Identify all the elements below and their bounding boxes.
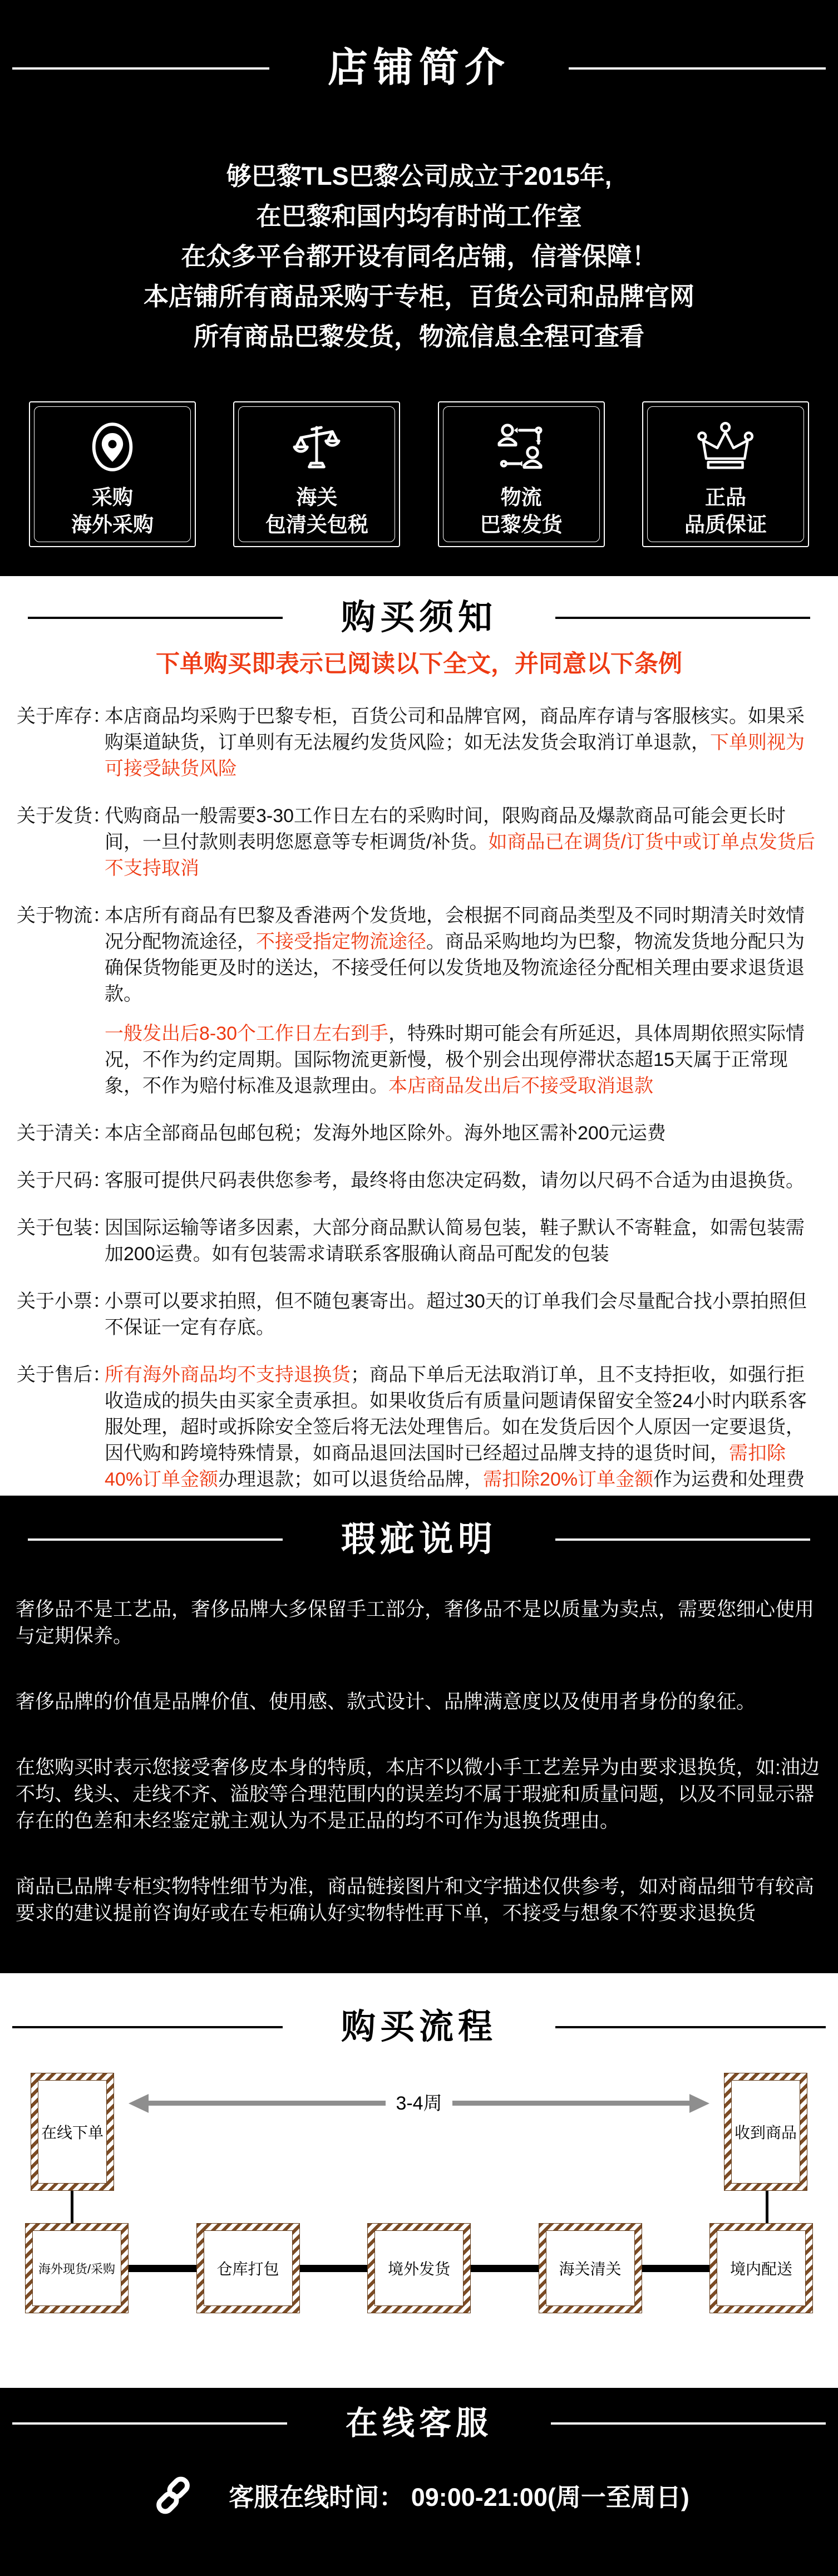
flow-box-online-order xyxy=(31,2073,114,2191)
flow-step-box xyxy=(196,2223,300,2313)
notice-segment: 本店商品均采购于巴黎专柜，百货公司和品牌官网，商品库存请与客服核实。如果采购渠道缺货，订单则有无法履约发货风险；如无法发货会取消订单退款， xyxy=(105,705,805,753)
flow-step-box xyxy=(25,2223,129,2313)
notice-segment: 不接受指定物流途径 xyxy=(256,931,426,952)
purchase-notice-title-row xyxy=(16,599,822,636)
notice-segment: 小票可以要求拍照，但不随包裹寄出。超过30天的订单我们会尽量配合找小票拍照但不保证一定有存底。 xyxy=(105,1290,807,1338)
notice-label: 关于库存： xyxy=(17,705,111,727)
notice-item xyxy=(16,903,822,1007)
feature-label: 巴黎发货 xyxy=(480,513,563,536)
defect-paragraph: 奢侈品不是工艺品，奢侈品牌大多保留手工部分，奢侈品不是以质量为卖点，需要您细心使用与定期保养。 xyxy=(16,1599,815,1648)
flow-top-row xyxy=(0,2073,838,2191)
defect-paragraph: 在您购买时表示您接受奢侈皮本身的特质，本店不以微小手工艺差异为由要求退换货，如:油边不均、线头、走线不齐、溢胶等合理范围内的误差均不属于瑕疵和质量问题，以及不同显示器存在的色差和未经鉴定就主观认为不是正品的均不可作为退换货理由。 xyxy=(16,1757,820,1832)
notice-label: 关于清关： xyxy=(17,1122,111,1144)
defect-paragraphs xyxy=(16,1596,822,1927)
flow-connector-bar xyxy=(129,2265,196,2272)
flow-vertical-connector-left xyxy=(71,2191,73,2223)
intro-line: 所有商品巴黎发货，物流信息全程可查看 xyxy=(193,322,644,351)
arrow-shaft-right xyxy=(452,2101,689,2106)
defect-paragraph: 商品已品牌专柜实物特性细节为准，商品链接图片和文字描述仅供参考，如对商品细节有较高要求的建议提前咨询好或在专柜确认好实物特性再下单，不接受与想象不符要求退换货 xyxy=(16,1876,815,1925)
notice-item xyxy=(16,803,822,882)
chain-link-icon xyxy=(149,2471,198,2520)
notice-item xyxy=(16,1215,822,1267)
title-rule-right xyxy=(555,617,810,619)
title-rule-left xyxy=(28,617,283,619)
flow-connector-bar xyxy=(471,2265,539,2272)
flow-box-receive-goods xyxy=(724,2073,807,2191)
notice-segment: 作为运费和处理费 xyxy=(653,1468,805,1490)
workflow-icon xyxy=(494,417,549,477)
purchase-flow-title-row xyxy=(0,2009,838,2045)
flow-step-label: 海外现货/采购 xyxy=(32,2230,121,2306)
notice-segment: 如商品已在调货/订货中或订单点发货后不支持取消 xyxy=(105,831,815,879)
notice-segment: 下单则视为可接受缺货风险 xyxy=(105,731,805,779)
notice-list xyxy=(16,704,822,1493)
notice-segment: 所有海外商品均不支持退换货 xyxy=(105,1364,351,1385)
service-hours-row xyxy=(0,2471,838,2520)
purchase-flow-section xyxy=(0,1973,838,2388)
notice-segment: 需扣除20%订单金额 xyxy=(483,1468,654,1490)
intro-line: 在巴黎和国内均有时尚工作室 xyxy=(256,201,582,230)
notice-item xyxy=(16,1168,822,1194)
purchase-flow-title: 购买流程 xyxy=(341,2008,497,2046)
notice-body xyxy=(105,805,815,879)
notice-segment: 一般发出后8-30个工作日左右到手 xyxy=(105,1022,389,1044)
flow-connector-bar xyxy=(300,2265,368,2272)
flow-step-label: 收到商品 xyxy=(731,2080,800,2184)
intro-line: 够巴黎TLS巴黎公司成立于2015年, xyxy=(226,161,612,190)
notice-body xyxy=(105,1123,666,1144)
title-rule-right xyxy=(555,1538,810,1541)
flow-step-label: 境内配送 xyxy=(717,2230,806,2306)
title-rule-right xyxy=(569,67,826,70)
duration-label: 3-4周 xyxy=(396,2093,442,2115)
notice-segment: ；商品下单后无法取消订单，且不支持拒收，如强行拒收造成的损失由买家全责承担。如果收货后有质量问题请保留安全签24小时内联系客服处理，超时或拆除安全签后将无法处理售后。如在发货后因个人原因一定要退货，因代购和跨境特殊情景，如商品退回法国时已经超过品牌支持的退货时间， xyxy=(105,1364,807,1464)
purchase-notice-subtitle: 下单购买即表示已阅读以下全文，并同意以下条例 xyxy=(156,651,682,678)
notice-segment: ，特殊时期可能会有所延迟，具体周期依照实际情况，不作为约定周期。国际物流更新慢，极个别会出现停滞状态超15天属于正常现象，不作为赔付标准及退款理由。 xyxy=(105,1022,805,1097)
feature-label: 正品 xyxy=(704,485,746,509)
purchase-notice-title: 购买须知 xyxy=(341,598,497,637)
notice-label: 关于物流： xyxy=(17,904,111,926)
location-pin-icon xyxy=(85,417,140,477)
scales-icon xyxy=(289,417,344,477)
defect-note-title: 瑕疵说明 xyxy=(341,1520,497,1559)
notice-segment: 办理退款；如可以退货给品牌， xyxy=(218,1468,484,1490)
notice-item xyxy=(16,704,822,782)
notice-body xyxy=(105,1217,805,1265)
feature-label: 海关 xyxy=(296,485,338,509)
duration-arrow xyxy=(129,2090,709,2117)
flow-step-label: 境外发货 xyxy=(374,2230,464,2306)
flow-chart xyxy=(0,2073,838,2318)
title-rule-right xyxy=(551,2422,826,2425)
notice-item xyxy=(16,1021,822,1099)
notice-segment: 代购商品一般需要3-30工作日左右的采购时间，限购商品及爆款商品可能会更长时间，一旦付款则表明您愿意等专柜调货/补货。 xyxy=(105,805,786,853)
feature-label: 品质保证 xyxy=(684,513,767,536)
feature-box xyxy=(233,401,400,547)
notice-segment: 因国际运输等诸多因素，大部分商品默认简易包装，鞋子默认不寄鞋盒，如需包装需加200运费。如有包装需求请联系客服确认商品可配发的包装 xyxy=(105,1217,805,1265)
arrow-left-icon xyxy=(129,2094,149,2113)
notice-segment: 本店商品发出后不接受取消退款 xyxy=(388,1075,653,1097)
flow-step-box xyxy=(367,2223,471,2313)
store-intro-title: 店铺简介 xyxy=(328,46,511,90)
flow-bottom-row xyxy=(0,2223,838,2313)
flow-step-label: 在线下单 xyxy=(38,2080,107,2184)
notice-body xyxy=(105,905,805,1005)
flow-connector-bar xyxy=(642,2265,710,2272)
notice-body xyxy=(105,1023,805,1097)
flow-vertical-connector-right xyxy=(766,2191,768,2223)
feature-box xyxy=(642,401,809,547)
notice-label: 关于尺码： xyxy=(17,1169,111,1191)
notice-body xyxy=(105,1170,805,1191)
crown-icon xyxy=(690,417,761,477)
arrow-shaft-left xyxy=(149,2101,386,2106)
service-hours-label: 客服在线时间： xyxy=(229,2483,405,2512)
arrow-right-icon xyxy=(689,2094,709,2113)
title-rule-left xyxy=(28,1538,283,1541)
feature-label: 包清关包税 xyxy=(265,513,368,536)
flow-step-label: 仓库打包 xyxy=(204,2230,293,2306)
notice-label: 关于发货： xyxy=(17,805,111,827)
feature-label: 采购 xyxy=(92,485,133,509)
title-rule-left xyxy=(12,67,269,70)
notice-segment: 需扣除40%订单金额 xyxy=(105,1442,786,1490)
flow-step-box xyxy=(539,2223,642,2313)
intro-lines xyxy=(0,156,838,357)
title-rule-left xyxy=(12,2422,287,2425)
feature-label: 物流 xyxy=(500,485,542,509)
purchase-notice-section xyxy=(0,576,838,1496)
feature-label: 海外采购 xyxy=(71,513,154,536)
intro-line: 在众多平台都开设有同名店铺，信誉保障！ xyxy=(181,242,657,271)
notice-segment: 客服可提供尺码表供您参考，最终将由您决定码数，请勿以尺码不合适为由退换货。 xyxy=(105,1169,805,1191)
notice-body xyxy=(105,1364,807,1490)
customer-service-title: 在线客服 xyxy=(346,2405,493,2441)
service-hours-value: 09:00-21:00(周一至周日) xyxy=(411,2483,689,2512)
title-rule-left xyxy=(12,2026,283,2028)
service-hours-text xyxy=(229,2477,689,2513)
notice-label: 关于售后： xyxy=(17,1364,111,1385)
notice-body xyxy=(105,706,805,779)
feature-box xyxy=(29,401,196,547)
defect-paragraph: 奢侈品牌的价值是品牌价值、使用感、款式设计、品牌满意度以及使用者身份的象征。 xyxy=(16,1691,756,1713)
flow-step-box xyxy=(709,2223,813,2313)
flow-step-label: 海关清关 xyxy=(546,2230,635,2306)
notice-item xyxy=(16,1289,822,1341)
notice-label: 关于小票： xyxy=(17,1290,111,1312)
notice-segment: 本店全部商品包邮包税；发海外地区除外。海外地区需补200元运费 xyxy=(105,1122,666,1144)
notice-segment: 本店所有商品有巴黎及香港两个发货地，会根据不同商品类型及不同时期清关时效情况分配物流途径， xyxy=(105,904,805,952)
feature-boxes xyxy=(0,401,838,547)
intro-line: 本店铺所有商品采购于专柜，百货公司和品牌官网 xyxy=(143,282,694,311)
store-intro-section xyxy=(0,0,838,576)
notice-segment: 。商品采购地均为巴黎，物流发货地分配只为确保货物能更及时的送达，不接受任何以发货地及物流途径分配相关理由要求退货退款。 xyxy=(105,931,805,1005)
notice-item xyxy=(16,1120,822,1147)
store-intro-title-row xyxy=(0,47,838,90)
notice-label: 关于包装： xyxy=(17,1217,111,1238)
notice-item xyxy=(16,1362,822,1493)
notice-body xyxy=(105,1291,807,1338)
customer-service-title-row xyxy=(0,2407,838,2441)
title-rule-right xyxy=(555,2026,826,2028)
defect-note-title-row xyxy=(16,1521,822,1557)
defect-note-section xyxy=(0,1496,838,1973)
customer-service-section xyxy=(0,2388,838,2576)
feature-box xyxy=(438,401,605,547)
